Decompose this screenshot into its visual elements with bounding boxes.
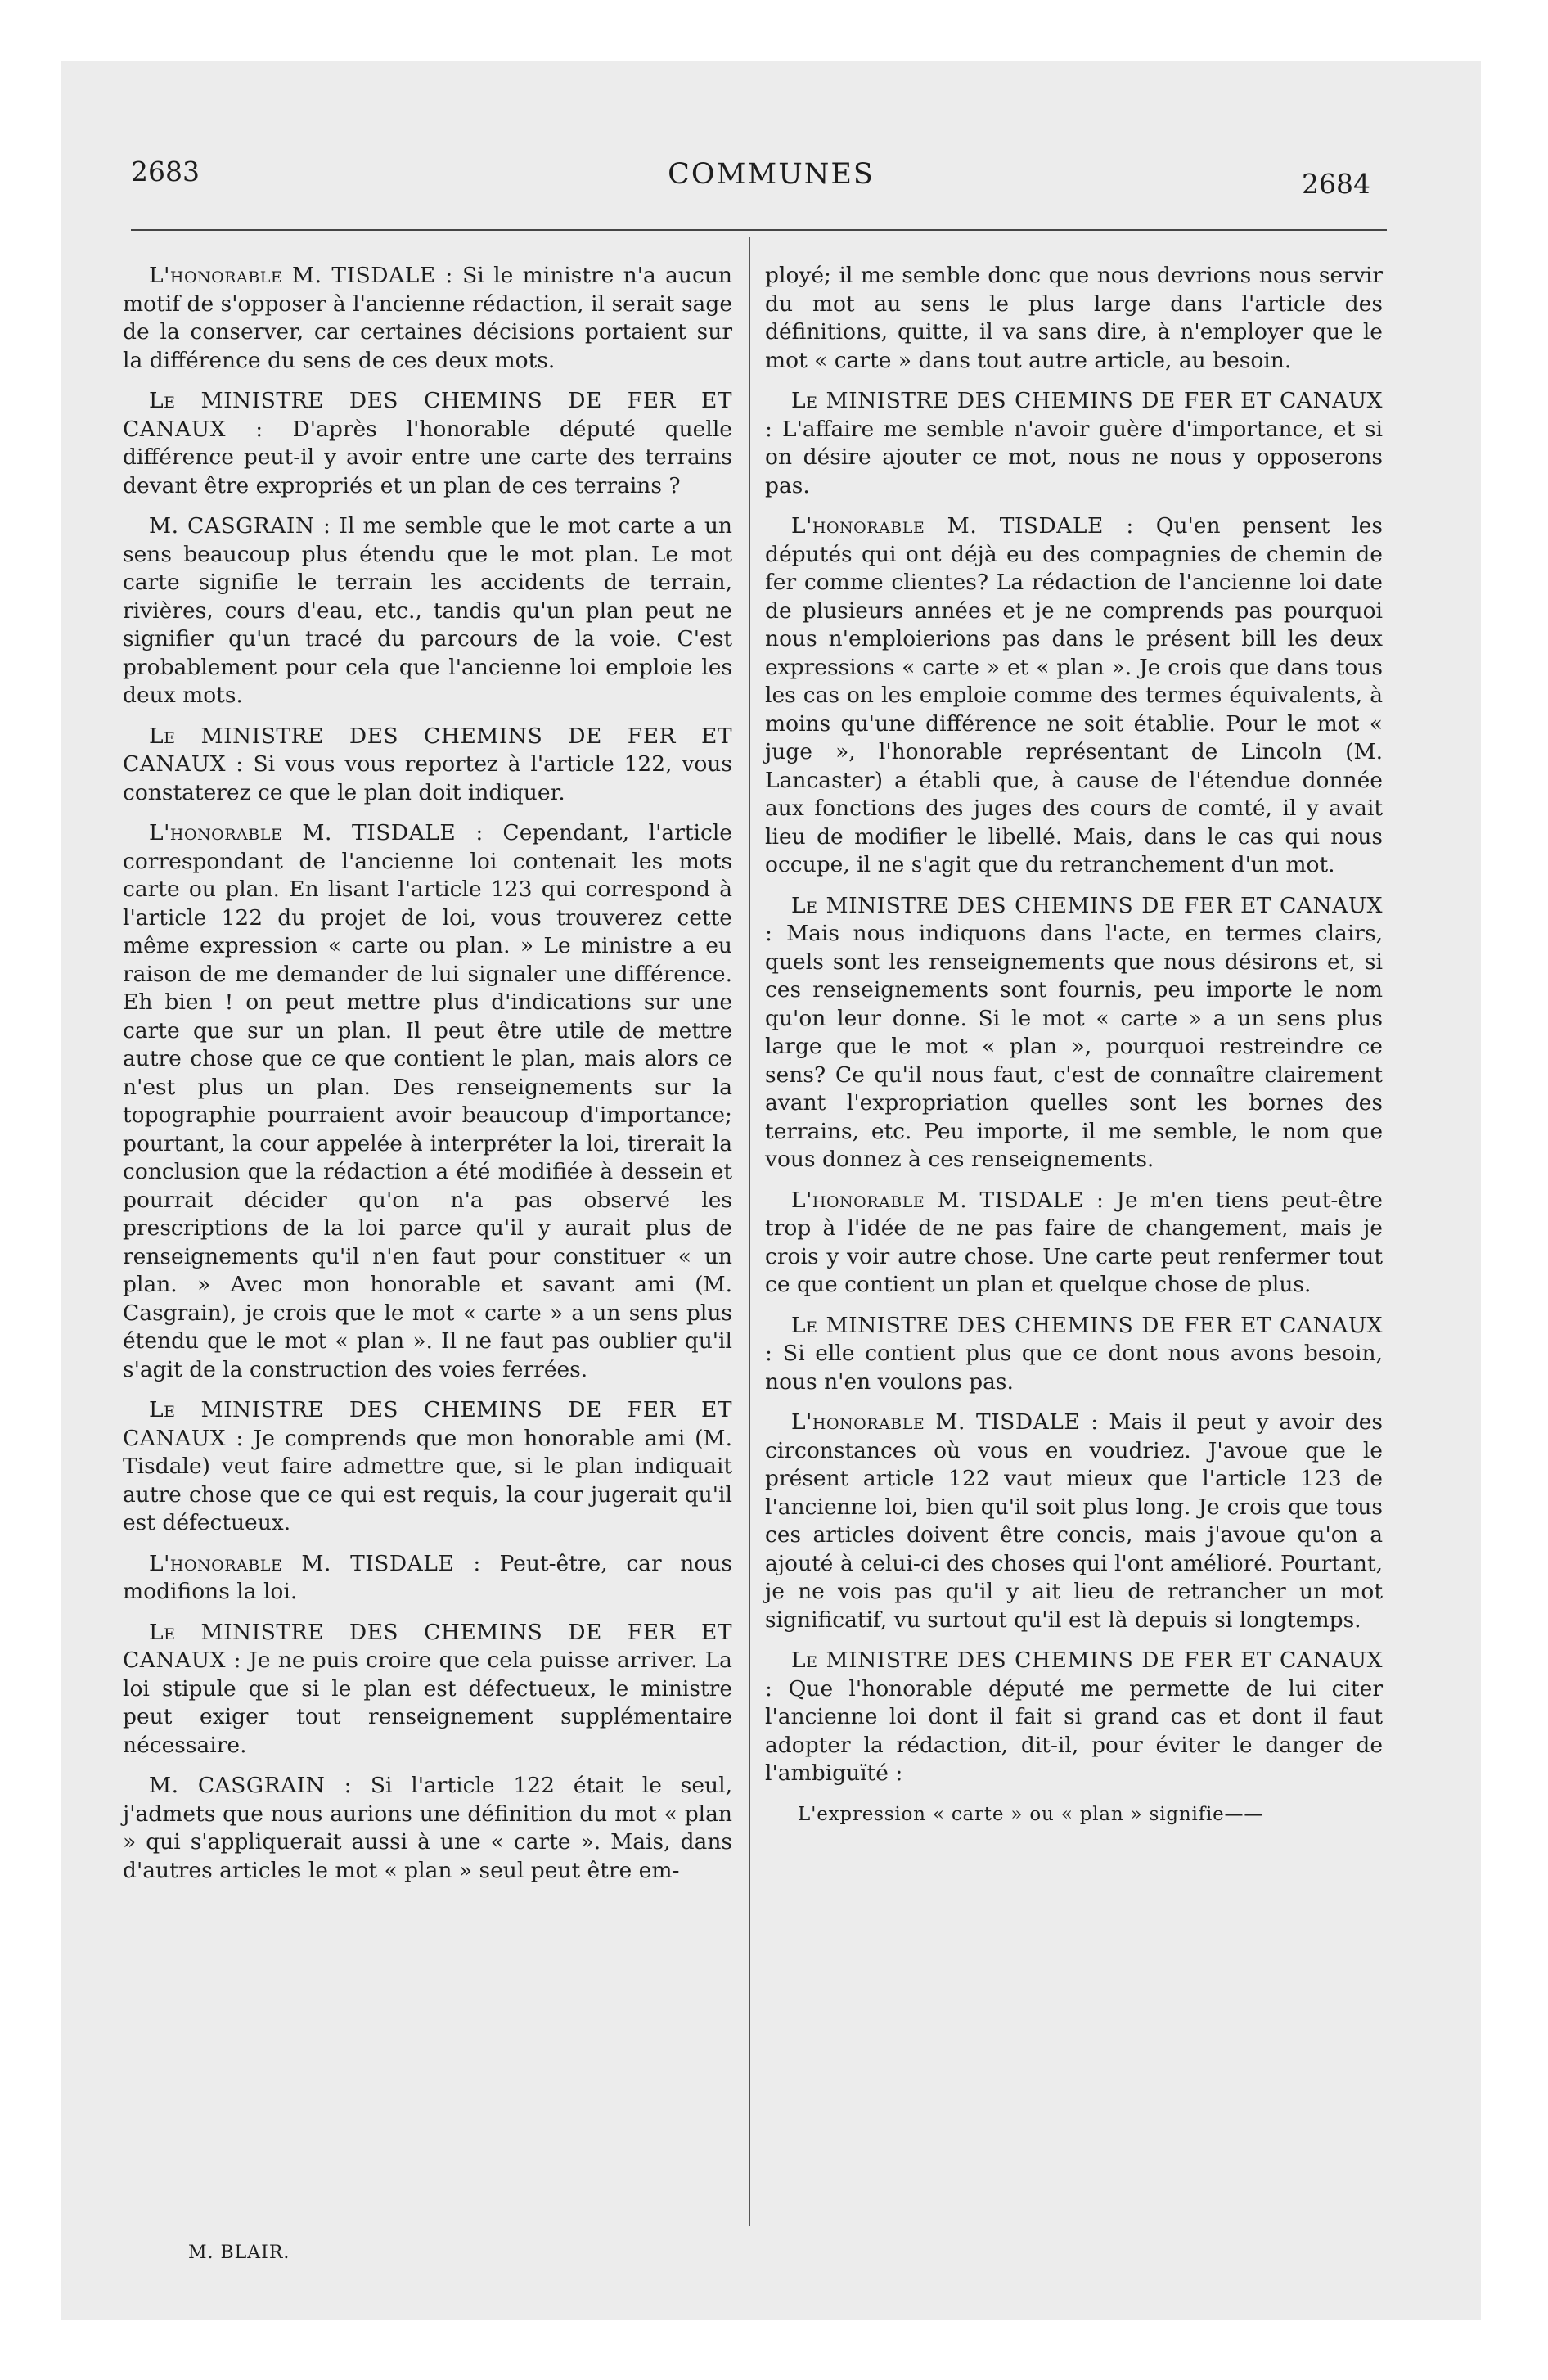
speech-paragraph bbox=[765, 1409, 1383, 1634]
right-paragraphs bbox=[765, 262, 1383, 1788]
speech-paragraph bbox=[765, 387, 1383, 500]
speaker-name: Le MINISTRE DES CHEMINS DE FER ET CANAUX : bbox=[765, 1312, 1383, 1366]
speech-text: Il me semble que le mot carte a un sens beaucoup plus étendu que le mot plan. Le mot carte signifie le terrain les accidents de terrain, rivières, cours d'eau, etc., tandis qu'un plan peut ne signifier qu'un tracé du parcours de la voie. C'est probablement pour cela que l'ancienne loi emploie les deux mots. bbox=[123, 513, 732, 708]
right-column bbox=[765, 262, 1383, 1828]
speaker-name: L'honorable M. TISDALE : bbox=[149, 820, 484, 845]
speaker-name: M. CASGRAIN : bbox=[149, 513, 331, 539]
page-header bbox=[61, 61, 1481, 258]
speech-text: ployé; il me semble donc que nous devrions nous servir du mot au sens le plus large dans l'article des définitions, quitte, il va sans dire, à n'employer que le mot « carte » dans tout autre article, au besoin. bbox=[765, 263, 1383, 373]
speech-text: Peut-être, car nous modifions la loi. bbox=[123, 1550, 732, 1604]
quoted-definition: L'expression « carte » ou « plan » signifie—— bbox=[798, 1803, 1264, 1825]
speech-text: Mais il peut y avoir des circonstances où vous en voudriez. J'avoue que le présent article 122 vaut mieux que l'article 123 de l'ancienne loi, bien qu'il soit plus long. Je crois que tous ces articles doivent être concis, mais j'avoue qu'on a ajouté à celui-ci des choses qui l'ont amélioré. Pourtant, je ne vois pas qu'il y ait lieu de retrancher un mot significatif, vu surtout qu'il est là depuis si longtemps. bbox=[765, 1409, 1383, 1633]
speech-text: D'après l'honorable député quelle différence peut-il y avoir entre une carte des terrains devant être expropriés et un plan de ces terrains ? bbox=[123, 416, 732, 498]
speech-paragraph bbox=[765, 512, 1383, 880]
speaker-name: Le MINISTRE DES CHEMINS DE FER ET CANAUX : bbox=[123, 723, 732, 777]
speech-paragraph bbox=[123, 1396, 732, 1538]
speech-paragraph bbox=[123, 387, 732, 500]
speaker-name: L'honorable M. TISDALE : bbox=[791, 1409, 1099, 1435]
speech-paragraph bbox=[123, 1550, 732, 1607]
speech-text: Qu'en pensent les députés qui ont déjà eu des compagnies de chemin de fer comme clientes? La rédaction de l'ancienne loi date de plusieurs années et je ne comprends pas pourquoi nous n'emploierions pas dans le présent bill les deux expressions « carte » et « plan ». Je crois que dans tous les cas on les emploie comme des termes équivalents, à moins qu'une différence ne soit établie. Pour le mot « juge », l'honorable représentant de Lincoln (M. Lancaster) a établi que, à cause de l'étendue donnée aux fonctions des juges des cours de comté, il y avait lieu de modifier le libellé. Mais, dans le cas qui nous occupe, il ne s'agit que du retranchement d'un mot. bbox=[765, 513, 1383, 877]
speaker-name: Le MINISTRE DES CHEMINS DE FER ET CANAUX : bbox=[123, 1397, 732, 1451]
speaker-name: Le MINISTRE DES CHEMINS DE FER ET CANAUX : bbox=[765, 388, 1383, 442]
speech-text: Mais nous indiquons dans l'acte, en termes clairs, quels sont les renseignements que nous désirons et, si ces renseignements sont fournis, peu importe le nom qu'on leur donne. Si le mot « carte » a un sens plus large que le mot « plan », pourquoi restreindre ce sens? Ce qu'il nous faut, c'est de connaître clairement avant l'expropriation quelles sont les bornes des terrains, etc. Peu importe, il me semble, le nom que vous donnez à ces renseignements. bbox=[765, 921, 1383, 1172]
speech-text: Cependant, l'article correspondant de l'ancienne loi contenait les mots carte ou plan. En lisant l'article 123 qui correspond à l'article 122 du projet de loi, vous trouverez cette même expression « carte ou plan. » Le ministre a eu raison de me demander de lui signaler une différence. Eh bien ! on peut mettre plus d'indications sur une carte que sur un plan. Il peut être utile de mettre autre chose que ce que contient le plan, mais alors ce n'est plus un plan. Des renseignements sur la topographie pourraient avoir beaucoup d'importance; pourtant, la cour appelée à interpréter la loi, tirerait la conclusion que la rédaction a été modifiée à dessein et pourrait décider qu'on n'a pas observé les prescriptions de la loi parce qu'il y aurait plus de renseignements qu'il n'en faut pour constituer « un plan. » Avec mon honorable et savant ami (M. Casgrain), je crois que le mot « carte » a un sens plus étendu que le mot « plan ». Il ne faut pas oublier qu'il s'agit de la construction des voies ferrées. bbox=[123, 820, 732, 1382]
speaker-name: L'honorable M. TISDALE : bbox=[791, 1187, 1105, 1213]
page-number-left: 2683 bbox=[131, 156, 200, 187]
left-column bbox=[123, 262, 732, 1897]
speech-paragraph bbox=[765, 1647, 1383, 1788]
speaker-name: L'honorable M. TISDALE : bbox=[149, 263, 453, 288]
speech-text: Si vous vous reportez à l'article 122, vous constaterez ce que le plan doit indiquer. bbox=[123, 751, 732, 805]
speech-text: Je ne puis croire que cela puisse arriver. La loi stipule que si le plan est défectueux, le ministre peut exiger tout renseignement supplémentaire nécessaire. bbox=[123, 1648, 732, 1758]
speech-paragraph bbox=[123, 1772, 732, 1885]
speaker-name: L'honorable M. TISDALE : bbox=[149, 1550, 481, 1576]
speech-text: Je m'en tiens peut-être trop à l'idée de ne pas faire de changement, mais je crois y voir autre chose. Une carte peut renfermer tout ce que contient un plan et quelque chose de plus. bbox=[765, 1187, 1383, 1297]
speech-paragraph bbox=[123, 723, 732, 808]
running-title: COMMUNES bbox=[668, 158, 875, 191]
speaker-name: Le MINISTRE DES CHEMINS DE FER ET CANAUX : bbox=[765, 892, 1383, 946]
speech-text: Que l'honorable député me permette de lui citer l'ancienne loi dont il fait si grand cas et dont il faut adopter la rédaction, dit-il, pour éviter le danger de l'ambiguïté : bbox=[765, 1675, 1383, 1786]
speech-paragraph bbox=[123, 1619, 732, 1760]
page-number-right: 2684 bbox=[1302, 168, 1370, 200]
speech-paragraph bbox=[765, 892, 1383, 1174]
speech-paragraph bbox=[123, 512, 732, 710]
speech-paragraph bbox=[123, 819, 732, 1384]
page-scan bbox=[61, 61, 1481, 2320]
speaker-name: Le MINISTRE DES CHEMINS DE FER ET CANAUX : bbox=[123, 1619, 732, 1673]
speaker-name: M. CASGRAIN : bbox=[149, 1773, 353, 1798]
speech-paragraph bbox=[765, 1187, 1383, 1300]
speaker-name: L'honorable M. TISDALE : bbox=[791, 513, 1134, 539]
column-divider bbox=[749, 237, 750, 2226]
speech-text: Je comprends que mon honorable ami (M. Tisdale) veut faire admettre que, si le plan indiquait autre chose que ce qui est requis, la cour jugerait qu'il est défectueux. bbox=[123, 1425, 732, 1535]
speech-text: Si elle contient plus que ce dont nous avons besoin, nous n'en voulons pas. bbox=[765, 1341, 1383, 1395]
speech-text: Si l'article 122 était le seul, j'admets que nous aurions une définition du mot « plan » qui s'appliquerait aussi à une « carte ». Mais, dans d'autres articles le mot « plan » seul peut être em- bbox=[123, 1773, 732, 1883]
speech-paragraph bbox=[765, 1312, 1383, 1397]
speech-paragraph bbox=[123, 262, 732, 375]
speech-text: Si le ministre n'a aucun motif de s'opposer à l'ancienne rédaction, il serait sage de la conserver, car certaines décisions portaient sur la différence du sens de ces deux mots. bbox=[123, 263, 732, 373]
speech-paragraph bbox=[765, 262, 1383, 375]
speaker-name: Le MINISTRE DES CHEMINS DE FER ET CANAUX : bbox=[765, 1648, 1383, 1702]
footer-signature: M. BLAIR. bbox=[188, 2243, 290, 2263]
speech-text: L'affaire me semble n'avoir guère d'importance, et si on désire ajouter ce mot, nous ne nous y opposerons pas. bbox=[765, 416, 1383, 498]
speaker-name: Le MINISTRE DES CHEMINS DE FER ET CANAUX : bbox=[123, 388, 732, 442]
header-rule bbox=[131, 229, 1387, 231]
